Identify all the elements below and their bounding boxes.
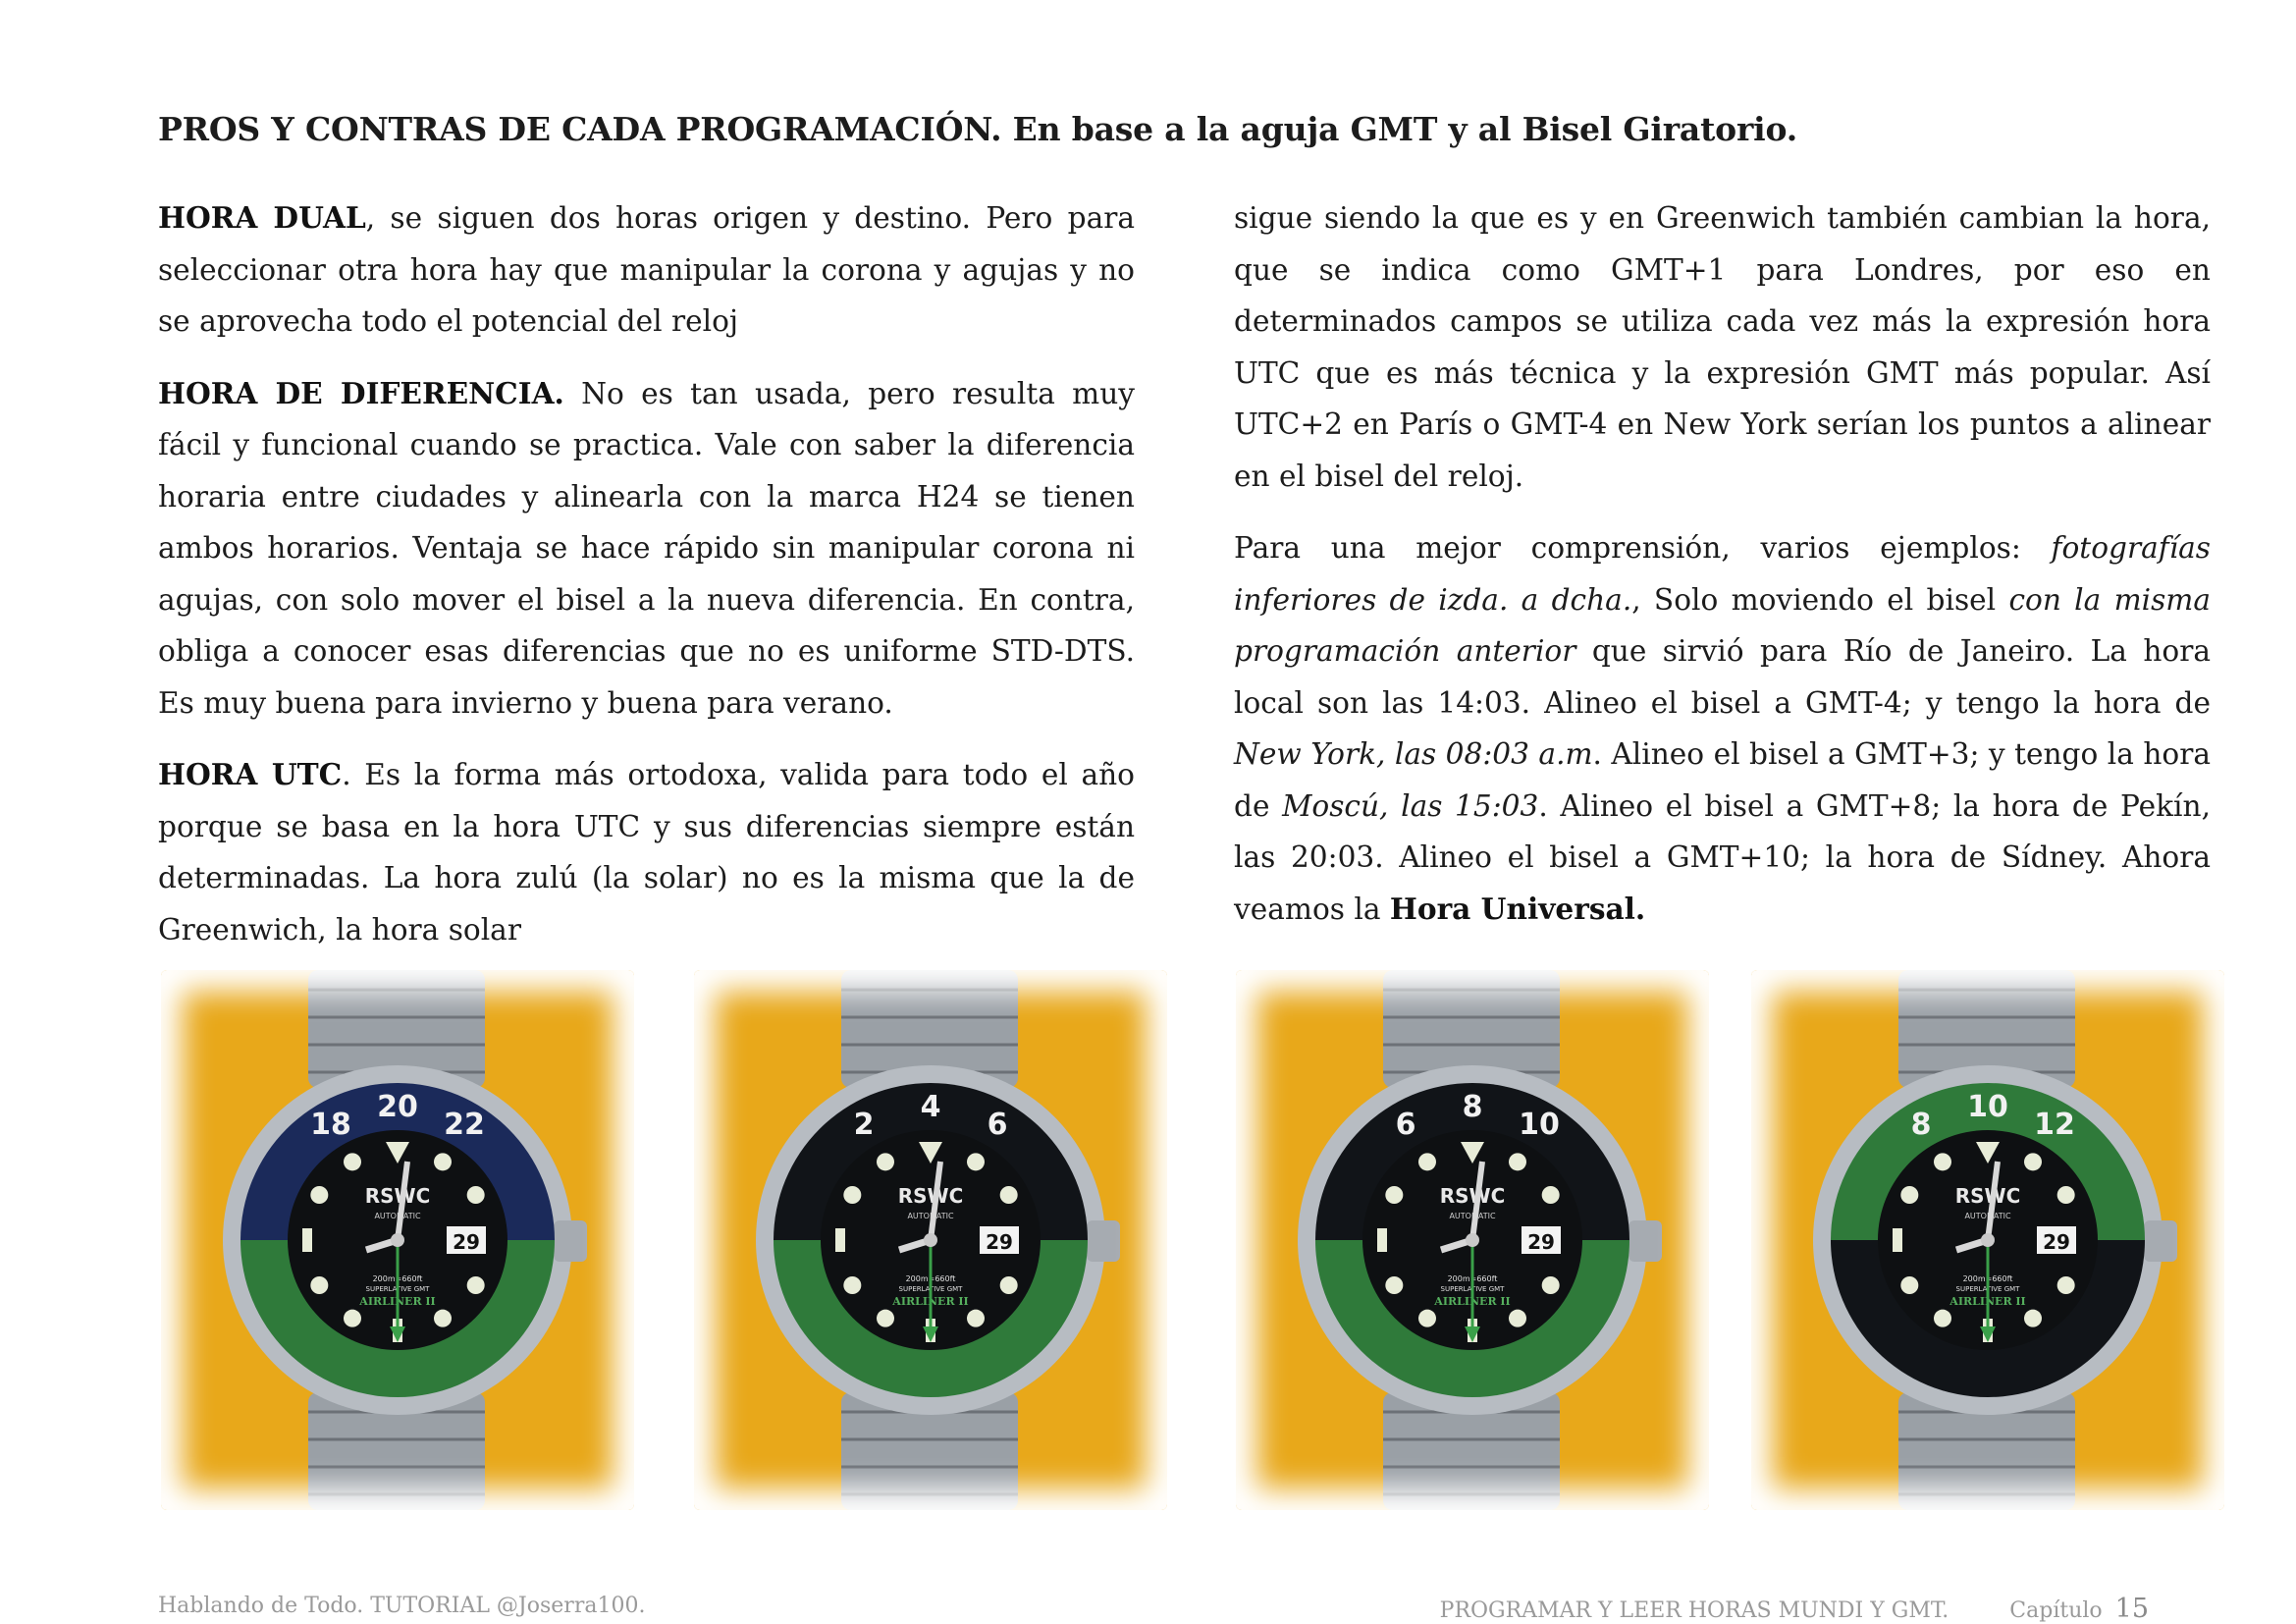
date-text: 29 bbox=[986, 1230, 1013, 1254]
bezel-bottom bbox=[1831, 1240, 2145, 1397]
svg-text:200m=660ft: 200m=660ft bbox=[905, 1274, 956, 1283]
yellow-background bbox=[694, 970, 1167, 1510]
date-window bbox=[980, 1226, 1019, 1254]
paragraph-hora-diferencia: HORA DE DIFERENCIA. No es tan usada, pero resulta muy fácil y funcional cuando se practica. Vale con saber la diferencia horaria entre ciudades y alinearla con la marca H24 se tienen ambos horarios. Ventaja se hace rápido sin manipular corona ni agujas, con solo mover el bisel a la nueva diferencia. En contra, obliga a conocer esas diferencias que no es uniforme STD-DTS. Es muy buena para invierno y buena para verano. bbox=[158, 375, 1135, 720]
watch-photo-3 bbox=[1236, 970, 1709, 1510]
page-number: 15 bbox=[2114, 1594, 2149, 1624]
bezel-numeral: 8 bbox=[1910, 1108, 1932, 1143]
bracelet-bottom bbox=[1383, 1392, 1560, 1510]
svg-text:200m=660ft: 200m=660ft bbox=[1962, 1274, 2013, 1283]
bezel-numeral: 22 bbox=[444, 1108, 485, 1143]
crown bbox=[554, 1220, 587, 1262]
brand-text: RSWC bbox=[1439, 1184, 1506, 1208]
paragraph-hora-utc: HORA UTC. Es la forma más ortodoxa, valida para todo el año porque se basa en la hora UTC y sus diferencias siempre están determinadas. La hora zulú (la solar) no es la misma que la de Greenwich, la hora solar bbox=[158, 757, 1135, 947]
watch-dial bbox=[288, 1130, 507, 1350]
crown bbox=[1087, 1220, 1120, 1262]
bezel-top bbox=[1831, 1083, 2145, 1240]
crown bbox=[2144, 1220, 2177, 1262]
bezel-numeral: 10 bbox=[1519, 1108, 1560, 1143]
date-text: 29 bbox=[2043, 1230, 2070, 1254]
hour-hand bbox=[1956, 1240, 1988, 1250]
footer-chapter-label: Capítulo bbox=[2009, 1598, 2103, 1623]
svg-text:200m=660ft: 200m=660ft bbox=[372, 1274, 423, 1283]
watch-dial bbox=[821, 1130, 1041, 1350]
svg-text:SUPERLATIVE GMT: SUPERLATIVE GMT bbox=[1955, 1285, 2020, 1293]
hour-hand bbox=[899, 1240, 931, 1250]
bezel-bottom bbox=[240, 1240, 555, 1397]
brand-text: RSWC bbox=[897, 1184, 964, 1208]
watch-dial bbox=[1878, 1130, 2098, 1350]
page-title: PROS Y CONTRAS DE CADA PROGRAMACIÓN. En base a la aguja GMT y al Bisel Giratorio. bbox=[158, 110, 1798, 148]
bezel-top bbox=[240, 1083, 555, 1240]
svg-text:SUPERLATIVE GMT: SUPERLATIVE GMT bbox=[898, 1285, 963, 1293]
watch-dial bbox=[1362, 1130, 1582, 1350]
bezel-numeral: 2 bbox=[853, 1108, 875, 1143]
minute-hand bbox=[1988, 1162, 1998, 1240]
bracelet-bottom bbox=[1898, 1392, 2075, 1510]
date-window bbox=[447, 1226, 486, 1254]
model-text: AIRLINER II bbox=[1949, 1295, 2026, 1308]
bracelet-top bbox=[1383, 970, 1560, 1088]
brand-text: RSWC bbox=[364, 1184, 431, 1208]
model-text: AIRLINER II bbox=[359, 1295, 436, 1308]
yellow-background bbox=[1236, 970, 1709, 1510]
brand-text: RSWC bbox=[1954, 1184, 2021, 1208]
bezel-numeral: 12 bbox=[2034, 1108, 2075, 1143]
bracelet-top bbox=[841, 970, 1018, 1088]
model-text: AIRLINER II bbox=[1434, 1295, 1511, 1308]
footer-left: Hablando de Todo. TUTORIAL @Joserra100. bbox=[158, 1594, 646, 1618]
bracelet-top bbox=[1898, 970, 2075, 1088]
bezel-bottom bbox=[774, 1240, 1088, 1397]
svg-text:SUPERLATIVE GMT: SUPERLATIVE GMT bbox=[365, 1285, 430, 1293]
bezel-numeral: 18 bbox=[310, 1108, 351, 1143]
hour-hand bbox=[366, 1240, 398, 1250]
yellow-background bbox=[1751, 970, 2224, 1510]
watch-photo-2 bbox=[694, 970, 1167, 1510]
svg-text:AUTOMATIC: AUTOMATIC bbox=[1964, 1212, 2011, 1220]
watch-case bbox=[1813, 1065, 2163, 1415]
left-column bbox=[158, 192, 1135, 955]
bezel-numeral: 6 bbox=[1395, 1108, 1416, 1143]
watch-case bbox=[223, 1065, 572, 1415]
watch-case bbox=[1298, 1065, 1647, 1415]
bezel-bottom bbox=[1315, 1240, 1629, 1397]
minute-hand bbox=[398, 1162, 407, 1240]
date-text: 29 bbox=[453, 1230, 480, 1254]
footer-right bbox=[1440, 1594, 2149, 1624]
bezel-numeral: 4 bbox=[920, 1090, 941, 1124]
footer-doc-title: PROGRAMAR Y LEER HORAS MUNDI Y GMT. bbox=[1439, 1598, 1949, 1623]
right-column bbox=[1234, 192, 2211, 955]
bracelet-top bbox=[308, 970, 485, 1088]
watch-photo-1 bbox=[161, 970, 634, 1510]
bezel-top bbox=[774, 1083, 1088, 1240]
watch-case bbox=[756, 1065, 1105, 1415]
svg-text:SUPERLATIVE GMT: SUPERLATIVE GMT bbox=[1440, 1285, 1505, 1293]
watch-photo-4 bbox=[1751, 970, 2224, 1510]
bezel-numeral: 8 bbox=[1462, 1090, 1483, 1124]
bezel-numeral: 10 bbox=[1967, 1090, 2008, 1124]
paragraph-hora-dual: HORA DUAL, se siguen dos horas origen y destino. Pero para seleccionar otra hora hay que manipular la corona y agujas y no se aprovecha todo el potencial del reloj bbox=[158, 200, 1136, 338]
svg-text:AUTOMATIC: AUTOMATIC bbox=[374, 1212, 421, 1220]
hour-hand bbox=[1441, 1240, 1472, 1250]
minute-hand bbox=[1472, 1162, 1482, 1240]
date-window bbox=[2037, 1226, 2076, 1254]
bracelet-bottom bbox=[308, 1392, 485, 1510]
label-hora-utc: HORA UTC bbox=[158, 757, 343, 791]
minute-hand bbox=[931, 1162, 940, 1240]
crown bbox=[1629, 1220, 1662, 1262]
bezel-numeral: 6 bbox=[987, 1108, 1008, 1143]
label-hora-diferencia: HORA DE DIFERENCIA. bbox=[158, 375, 564, 410]
svg-text:AUTOMATIC: AUTOMATIC bbox=[1449, 1212, 1496, 1220]
date-text: 29 bbox=[1527, 1230, 1555, 1254]
bezel-top bbox=[1315, 1083, 1629, 1240]
hora-universal: Hora Universal. bbox=[1389, 891, 1646, 926]
svg-text:AUTOMATIC: AUTOMATIC bbox=[907, 1212, 954, 1220]
label-hora-dual: HORA DUAL bbox=[158, 200, 366, 235]
svg-text:200m=660ft: 200m=660ft bbox=[1447, 1274, 1498, 1283]
paragraph-examples: Para una mejor comprensión, varios ejemplos: fotografías inferiores de izda. a dcha., Solo moviendo el bisel con la misma programación anterior que sirvió para Río de Janeiro. La hora local son las 14:03. Alineo el bisel a GMT-4; y tengo la hora de New York, las 08:03 a.m. Alineo el bisel a GMT+3; y tengo la hora de Moscú, las 15:03. Alineo el bisel a GMT+8; la hora de Pekín, las 20:03. Alineo el bisel a GMT+10; la hora de Sídney. Ahora veamos la Hora Universal. bbox=[1234, 531, 2212, 926]
yellow-background bbox=[161, 970, 634, 1510]
paragraph-utc-continued: sigue siendo la que es y en Greenwich también cambian la hora, que se indica como GMT+1 para Londres, por eso en determinados campos se utiliza cada vez más la expresión hora UTC que es más técnica y la expresión GMT más popular. Así UTC+2 en París o GMT-4 en New York serían los puntos a alinear en el bisel del reloj. bbox=[1234, 201, 2211, 493]
bracelet-bottom bbox=[841, 1392, 1018, 1510]
date-window bbox=[1522, 1226, 1561, 1254]
model-text: AIRLINER II bbox=[892, 1295, 969, 1308]
bezel-numeral: 20 bbox=[377, 1090, 418, 1124]
